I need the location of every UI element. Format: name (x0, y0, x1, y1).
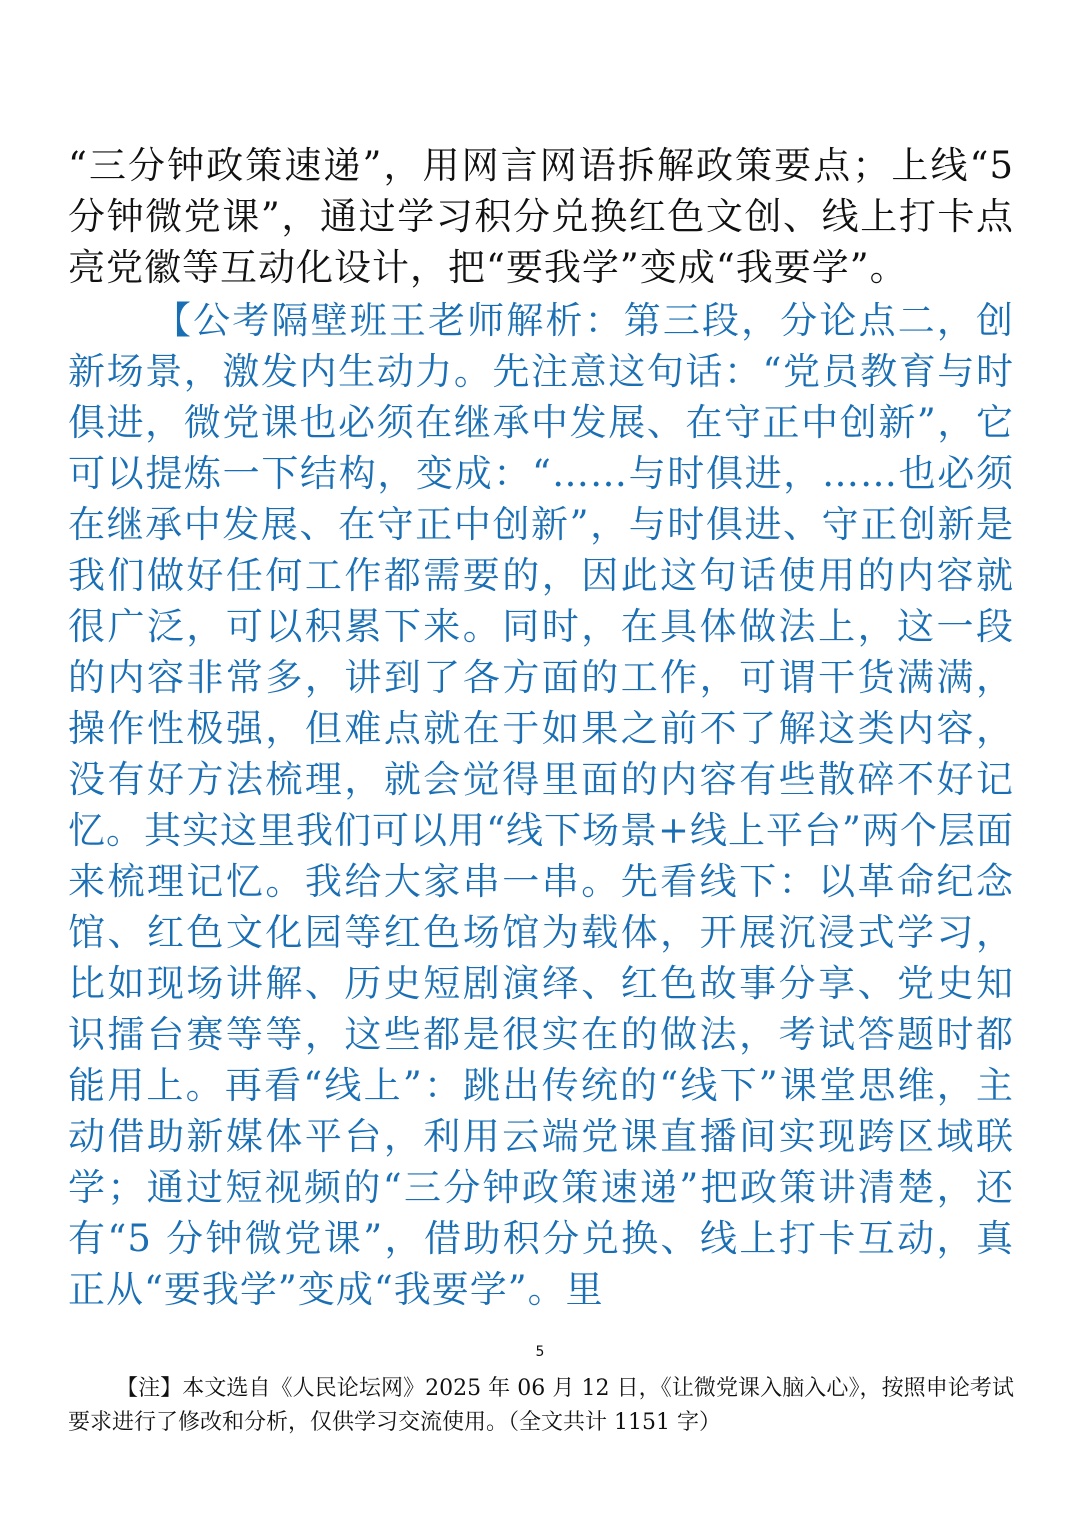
source-note: 【注】本文选自《人民论坛网》2025 年 06 月 12 日，《让微党课入脑入心》，按照申论考试要求进行了修改和分析，仅供学习交流使用。（全文共计 1151 字） (68, 1376, 1014, 1435)
analysis-paragraph: 【公考隔壁班王老师解析：第三段，分论点二，创新场景，激发内生动力。先注意这句话：“党员教育与时俱进，微党课也必须在继承中发展、在守正中创新”，它可以提炼一下结构，变成：“……与时俱进，……也必须在继承中发展、在守正中创新”，与时俱进、守正创新是我们做好任何工作都需要的，因此这句话使用的内容就很广泛，可以积累下来。同时，在具体做法上，这一段的内容非常多，讲到了各方面的工作，可谓干货满满，操作性极强，但难点就在于如果之前不了解这类内容，没有好方法梳理，就会觉得里面的内容有些散碎不好记忆。其实这里我们可以用“线下场景+线上平台”两个层面来梳理记忆。我给大家串一串。先看线下：以革命纪念馆、红色文化园等红色场馆为载体，开展沉浸式学习，比如现场讲解、历史短剧演绎、红色故事分享、党史知识擂台赛等等，这些都是很实在的做法，考试答题时都能用上。再看“线上”：跳出传统的“线下”课堂思维，主动借助新媒体平台，利用云端党课直播间实现跨区域联学；通过短视频的“三分钟政策速递”把政策讲清楚，还有“5 分钟微党课”，借助积分兑换、线上打卡互动，真正从“要我学”变成“我要学”。里 (68, 299, 1014, 1311)
body-text (68, 140, 1014, 1315)
page-number: 5 (535, 1344, 545, 1360)
continued-paragraph: “三分钟政策速递”，用网言网语拆解政策要点；上线“5 分钟微党课”，通过学习积分兑换红色文创、线上打卡点亮党徽等互动化设计，把“要我学”变成“我要学”。 (68, 144, 1014, 289)
